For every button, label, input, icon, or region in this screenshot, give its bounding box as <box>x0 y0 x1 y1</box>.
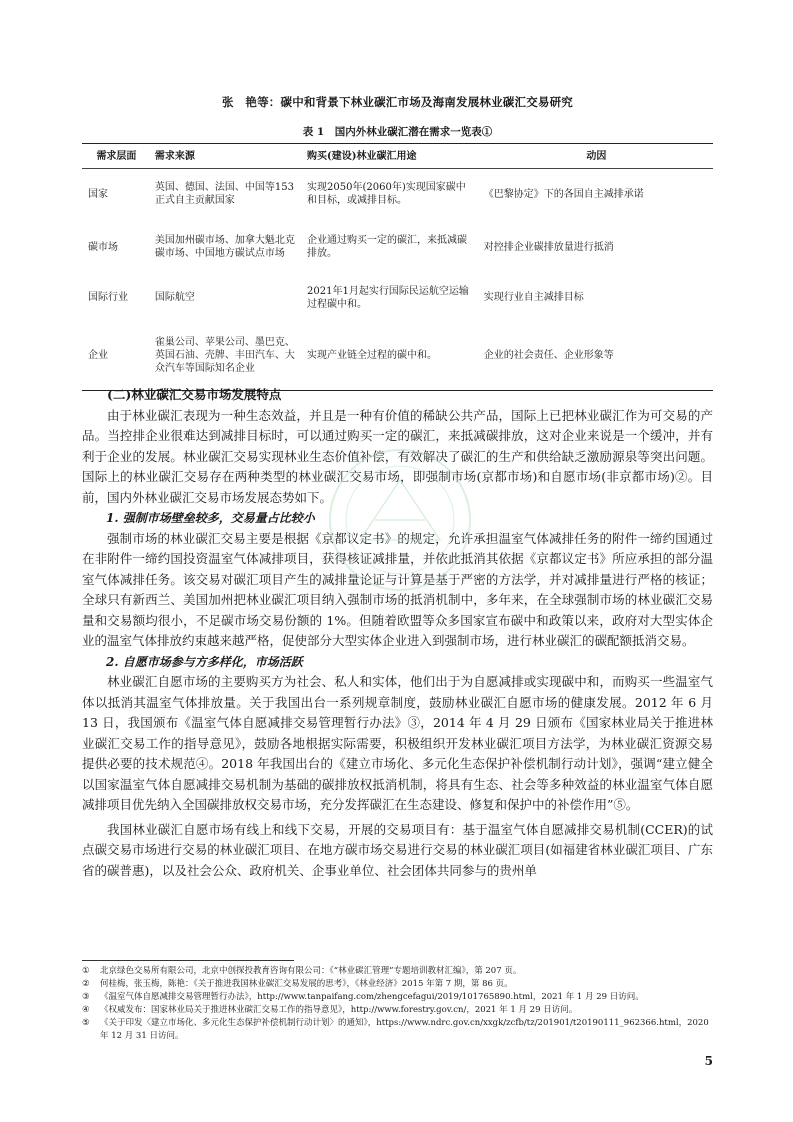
table-cell: 《巴黎协定》下的各国自主减排承诺 <box>483 188 644 200</box>
footnote-mark: ① <box>82 966 90 976</box>
table-cell: 企业的社会责任、企业形象等 <box>478 321 713 391</box>
paragraph: 由于林业碳汇表现为一种生态效益，并且是一种有价值的稀缺公共产品，国际上已把林业碳汇作为可交易的产品。当控排企业很难达到减排目标时，可以通过购买一定的碳汇，来抵减碳排放，这对企业来说是一个缓冲，并有利于企业的发展。林业碳汇交易实现林业生态价值补偿，有效解决了碳汇的生产和供给缺乏激励源泉等突出问题。国际上的林业碳汇交易存在两种类型的林业碳汇交易市场，即强制市场(京都市场)和自愿市场(非京都市场)②。目前，国内外林业碳汇交易市场发展态势如下。 <box>82 407 713 505</box>
demand-table <box>82 143 713 391</box>
table-cell: 企业通过购买一定的碳汇，来抵减碳排放。 <box>307 235 468 259</box>
paragraph: 林业碳汇自愿市场的主要购买方为社会、私人和实体，他们出于为自愿减排或实现碳中和，而购买一些温室气体以抵消其温室气体排放量。关于我国出台一系列规章制度，鼓励林业碳汇自愿市场的健康发展。2012 年 6 月 13 日，我国颁布《温室气体自愿减排交易管理暂行办法》③，2014 年 4 月 29 日颁布《国家林业局关于推进林业碳汇交易工作的指导意见》，鼓励各地根据实际需要，积极组织开发林业碳汇项目方法学，为林业碳汇资源交易提供必要的技术规范④。2018 年我国出台的《建立市场化、多元化生态保护补偿机制行动计划》，强调“建立健全以国家温室气体自愿减排交易机制为基础的碳排放权抵消机制，将具有生态、社会等多种效益的林业温室气体自愿减排项目优先纳入全国碳排放权交易市场，充分发挥碳汇在生态建设、修复和保护中的补偿作用”⑤。 <box>82 674 713 812</box>
table-header-row <box>82 144 713 169</box>
footnote-item <box>82 1017 713 1043</box>
footnotes <box>82 965 713 1043</box>
table-cell: 实现2050年(2060年)实现国家碳中和目标，或减排目标。 <box>307 182 466 207</box>
footnote-mark: ⑤ <box>82 1018 90 1028</box>
running-header: 张 艳等：碳中和背景下林业碳汇市场及海南发展林业碳汇交易研究 <box>222 95 573 109</box>
table-cell: 国际航空 <box>154 292 195 303</box>
table-cell: 企业 <box>82 321 149 391</box>
table-row <box>82 220 713 275</box>
footnote-text: 《权威发布：国家林业局关于推进林业碳汇交易工作的指导意见》，http://www.forestry.gov.cn/，2021 年 1 月 29 日访问。 <box>100 1005 578 1015</box>
table-cell: 碳市场 <box>88 241 118 253</box>
page-number: 5 <box>704 1054 713 1068</box>
table-cell: 实现行业自主减排目标 <box>483 292 584 303</box>
column-header: 动因 <box>478 144 713 169</box>
footnote-text: 何桂梅，张玉梅，陈艳：《关于推进我国林业碳汇交易发展的思考》，《林业经济》2015 年第 7 期，第 86 页。 <box>100 979 513 989</box>
table-cell: 国家 <box>88 188 108 200</box>
table-cell: 美国加州碳市场、加拿大魁北克碳市场、中国地方碳试点市场 <box>154 235 295 259</box>
footnote-item <box>82 1004 713 1017</box>
footnote-mark: ④ <box>82 1005 90 1015</box>
footnote-text: 北京绿色交易所有限公司，北京中创探投教育咨询有限公司：《“林业碳汇管理”专题培训教材汇编》，第 207 页。 <box>100 966 522 976</box>
paragraph: 强制市场的林业碳汇交易主要是根据《京都议定书》的规定，允许承担温室气体减排任务的附件一缔约国通过在非附件一缔约国投资温室气体减排项目，获得核证减排量，并依此抵消其依据《京都议定书》所应承担的部分温室气体减排任务。该交易对碳汇项目产生的减排量论证与计算是基于严密的方法学，并对减排量进行严格的核证；全球只有新西兰、美国加州把林业碳汇项目纳入强制市场的抵消机制中，多年来，在全球强制市场的林业碳汇交易量和交易额均很小，不足碳市场交易份额的 1%。但随着欧盟等众多国家宣布碳中和政策以来，政府对大型实体企业的温室气体排放约束越来越严格，促使部分大型实体企业进入到强制市场，进行林业碳汇的碳配额抵消交易。 <box>82 530 713 648</box>
watermark-seal-icon <box>320 440 480 600</box>
table-cell: 英国、德国、法国、中国等153正式自主贡献国家 <box>154 182 294 207</box>
column-header: 需求层面 <box>82 144 149 169</box>
footnote-mark: ③ <box>82 992 90 1002</box>
column-header: 需求来源 <box>149 144 301 169</box>
footnote-text: 《关于印发〈建立市场化、多元化生态保护补偿机制行动计划〉的通知》，https://www.ndrc.gov.cn/xxgk/zcfb/tz/201901/t20190111_962366.html，2020 年 12 月 31 日访问。 <box>100 1018 709 1041</box>
footnote-mark: ② <box>82 979 90 989</box>
column-header: 购买(建设)林业碳汇用途 <box>301 144 478 169</box>
table-cell: 雀巢公司、苹果公司、墨巴克、英国石油、壳牌、丰田汽车、大众汽车等国际知名企业 <box>149 321 301 391</box>
table-cell: 2021年1月起实行国际民运航空运输过程碳中和。 <box>307 285 469 310</box>
table-row <box>82 275 713 321</box>
subsection-heading: 2. 自愿市场参与方多样化，市场活跃 <box>106 654 303 669</box>
footnote-item <box>82 991 713 1004</box>
footnote-item <box>82 965 713 978</box>
table-row <box>82 321 713 391</box>
paragraph: 我国林业碳汇自愿市场有线上和线下交易，开展的交易项目有：基于温室气体自愿减排交易机制(CCER)的试点碳交易市场进行交易的林业碳汇项目、在地方碳市场交易进行交易的林业碳汇项目(如福建省林业碳汇项目、广东省的碳普惠)，以及社会公众、政府机关、企事业单位、社会团体共同参与的贵州单 <box>82 821 713 878</box>
footnote-text: 《温室气体自愿减排交易管理暂行办法》，http://www.tanpaifang.com/zhengcefagui/2019/101765890.html，2021 年 1 月 29 日访问。 <box>100 992 644 1002</box>
table-cell: 对控排企业碳排放量进行抵消 <box>483 241 614 253</box>
section-heading: (二)林业碳汇交易市场发展特点 <box>107 387 282 402</box>
table-caption: 表 1 国内外林业碳汇潜在需求一览表① <box>302 126 493 138</box>
footnote-divider <box>82 960 294 961</box>
footnote-item <box>82 978 713 991</box>
table-cell: 实现产业链全过程的碳中和。 <box>301 321 478 391</box>
table-cell: 国际行业 <box>88 292 128 303</box>
subsection-heading: 1. 强制市场壁垒较多，交易量占比较小 <box>106 511 315 525</box>
table-row <box>82 169 713 220</box>
